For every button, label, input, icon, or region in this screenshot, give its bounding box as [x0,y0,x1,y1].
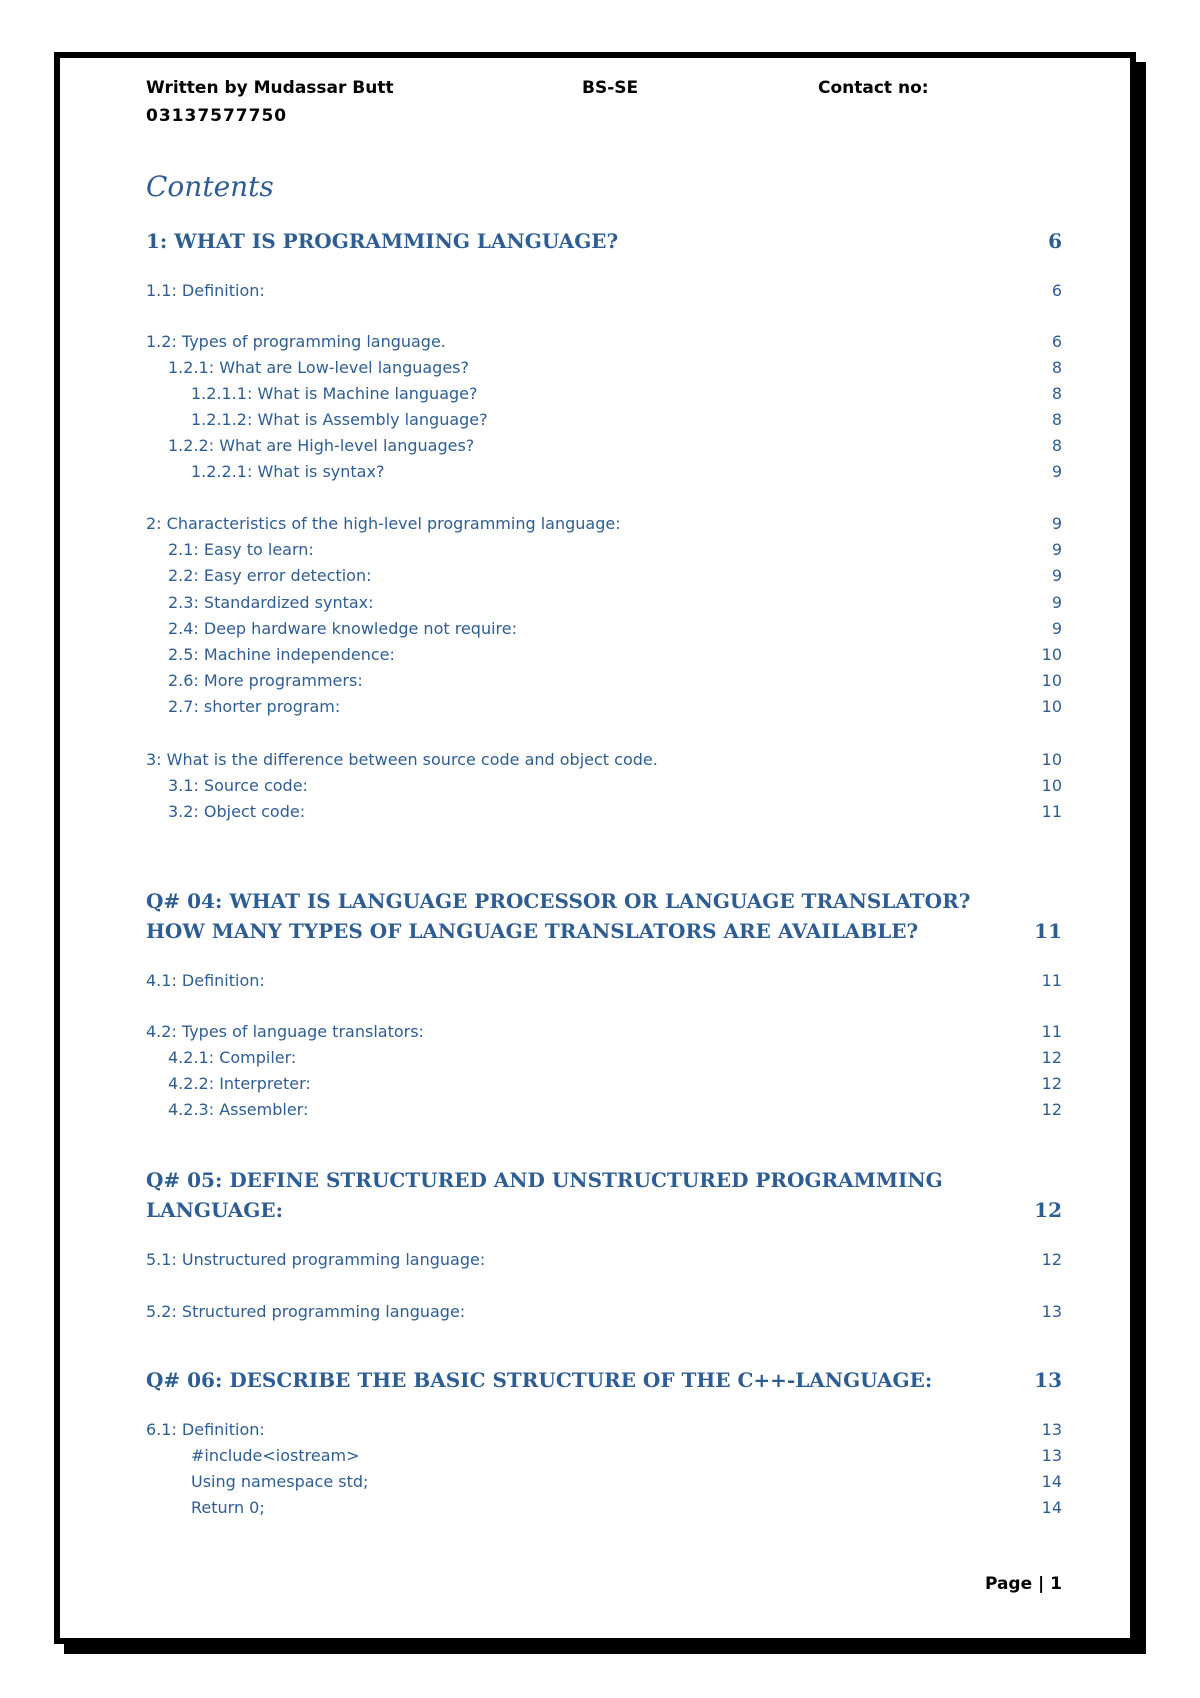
toc-entry-page: 9 [1051,540,1062,559]
toc-entry[interactable] [146,1071,1062,1097]
toc-entry[interactable] [146,537,1062,563]
toc-entry[interactable] [146,1165,1062,1225]
toc-entry-text: 1.2.1.1: What is Machine language? [191,384,478,403]
toc-entry-page: 13 [1041,1420,1062,1439]
toc-entry-page: 9 [1051,462,1062,481]
toc-entry-page: 10 [1041,671,1062,690]
toc-entry[interactable] [146,459,1062,485]
toc-entry[interactable] [146,563,1062,589]
header-department: BS-SE [582,78,639,98]
toc-entry-page: 12 [1034,1198,1062,1222]
toc-entry-page: 14 [1041,1472,1062,1491]
toc-entry-page: 8 [1051,436,1062,455]
toc-entry-page: 13 [1041,1302,1062,1321]
toc-entry-text: 2.5: Machine independence: [168,645,395,664]
toc-entry-text: 4.2.1: Compiler: [168,1048,297,1067]
toc-entry[interactable] [146,1019,1062,1045]
toc-entry-page: 8 [1051,410,1062,429]
toc-entry[interactable] [146,886,1062,946]
toc-entry[interactable] [146,511,1062,537]
toc-entry-page: 6 [1051,332,1062,351]
toc-entry-page: 12 [1041,1100,1062,1119]
toc-entry[interactable] [146,968,1062,994]
toc-entry-page: 9 [1051,619,1062,638]
toc-entry[interactable] [146,1097,1062,1123]
toc-entry-text: 1.2.1.2: What is Assembly language? [191,410,488,429]
toc-entry-text: 4.2: Types of language translators: [146,1022,424,1041]
header-contact-label: Contact no: [818,78,929,98]
toc-entry-page: 11 [1041,1022,1062,1041]
toc-entry-text: 2.3: Standardized syntax: [168,593,374,612]
toc-title: Contents [146,170,274,203]
toc-entry[interactable] [146,590,1062,616]
toc-entry[interactable] [146,278,1062,304]
toc-entry-text: 5.1: Unstructured programming language: [146,1250,486,1269]
toc-entry-text: #include<iostream> [191,1446,360,1465]
toc-entry[interactable] [146,1469,1062,1495]
toc-entry-text: 2.1: Easy to learn: [168,540,314,559]
toc-entry[interactable] [146,747,1062,773]
toc-entry-text: Return 0; [191,1498,265,1517]
toc-entry-page: 9 [1051,566,1062,585]
toc-entry-page: 12 [1041,1048,1062,1067]
toc-entry-page: 10 [1041,697,1062,716]
toc-entry[interactable] [146,1247,1062,1273]
toc-entry-text: 2.7: shorter program: [168,697,341,716]
toc-entry[interactable] [146,1495,1062,1521]
toc-entry[interactable] [146,799,1062,825]
toc-entry[interactable] [146,642,1062,668]
toc-entry[interactable] [146,355,1062,381]
toc-entry-text: 3: What is the difference between source code and object code. [146,750,658,769]
toc-entry[interactable] [146,616,1062,642]
toc-entry-page: 6 [1051,281,1062,300]
toc-entry-page: 6 [1048,229,1062,253]
toc-entry-page: 8 [1051,384,1062,403]
toc-entry-page: 11 [1041,802,1062,821]
toc-entry[interactable] [146,1417,1062,1443]
toc-entry[interactable] [146,433,1062,459]
toc-entry-page: 13 [1041,1446,1062,1465]
toc-entry-text: 5.2: Structured programming language: [146,1302,466,1321]
toc-entry-text: 6.1: Definition: [146,1420,265,1439]
toc-entry-text: 1.2: Types of programming language. [146,332,446,351]
page-footer: Page | 1 [984,1574,1062,1594]
toc-entry-text: 4.2.3: Assembler: [168,1100,309,1119]
toc-entry-text: 1: WHAT IS PROGRAMMING LANGUAGE? [146,229,619,253]
toc-entry-text: 1.2.2.1: What is syntax? [191,462,385,481]
toc-entry-text: Q# 05: DEFINE STRUCTURED AND UNSTRUCTURED PROGRAMMING LANGUAGE: [146,1168,943,1222]
toc-entry[interactable] [146,668,1062,694]
toc-entry-page: 9 [1051,514,1062,533]
toc-entry-page: 9 [1051,593,1062,612]
toc-entry-text: 2: Characteristics of the high-level programming language: [146,514,621,533]
toc-entry-text: Q# 06: DESCRIBE THE BASIC STRUCTURE OF THE C++-LANGUAGE: [146,1368,933,1392]
toc-entry[interactable] [146,1045,1062,1071]
toc-entry-text: 3.1: Source code: [168,776,308,795]
toc-entry-page: 12 [1041,1074,1062,1093]
toc-entry[interactable] [146,773,1062,799]
toc-entry-text: 1.1: Definition: [146,281,265,300]
toc-entry-text: 2.4: Deep hardware knowledge not require: [168,619,517,638]
toc-entry-text: 1.2.2: What are High-level languages? [168,436,475,455]
toc-entry[interactable] [146,1365,1062,1395]
toc-entry-page: 11 [1034,919,1062,943]
toc-entry-text: 3.2: Object code: [168,802,306,821]
toc-entry[interactable] [146,1299,1062,1325]
toc-entry-text: 2.2: Easy error detection: [168,566,372,585]
toc-entry[interactable] [146,329,1062,355]
toc-entry-page: 10 [1041,776,1062,795]
toc-entry-text: 4.2.2: Interpreter: [168,1074,311,1093]
header-phone: 03137577750 [146,106,288,126]
toc-entry-page: 10 [1041,645,1062,664]
toc-entry-page: 14 [1041,1498,1062,1517]
header-author: Written by Mudassar Butt [146,78,394,98]
toc-entry[interactable] [146,381,1062,407]
toc-entry[interactable] [146,694,1062,720]
toc-entry-page: 8 [1051,358,1062,377]
toc-entry-text: 1.2.1: What are Low-level languages? [168,358,470,377]
toc-entry-page: 11 [1041,971,1062,990]
toc-entry-text: 2.6: More programmers: [168,671,363,690]
toc-entry-text: Q# 04: WHAT IS LANGUAGE PROCESSOR OR LANGUAGE TRANSLATOR? HOW MANY TYPES OF LANGUAGE TRANSLATORS ARE AVAILABLE? [146,889,971,943]
toc-entry[interactable] [146,1443,1062,1469]
toc-entry-page: 13 [1034,1368,1062,1392]
toc-entry-page: 10 [1041,750,1062,769]
toc-entry-text: 4.1: Definition: [146,971,265,990]
toc-entry[interactable] [146,226,1062,256]
toc-entry[interactable] [146,407,1062,433]
toc-entry-page: 12 [1041,1250,1062,1269]
toc-entry-text: Using namespace std; [191,1472,369,1491]
